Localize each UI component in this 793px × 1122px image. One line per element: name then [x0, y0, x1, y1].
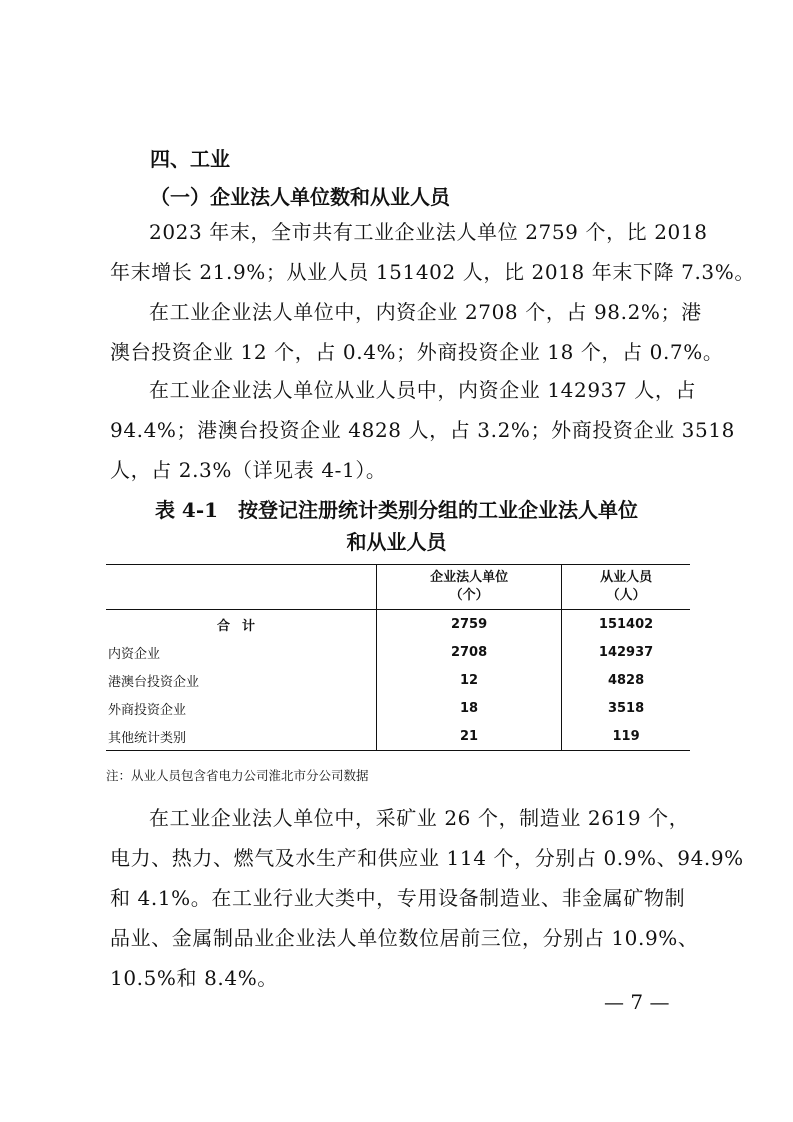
row-units: 2708 [377, 638, 562, 666]
row-label: 港澳台投资企业 [108, 674, 200, 690]
table-row [106, 694, 690, 722]
paragraph-line: 94.4%；港澳台投资企业 4828 人，占 3.2%；外商投资企业 3518 [110, 418, 735, 442]
page-number: — 7 — [604, 990, 670, 1014]
header-blank-cell [106, 565, 377, 610]
row-label: 内资企业 [108, 646, 161, 662]
row-units: 2759 [377, 610, 562, 639]
paragraph-line: 年末增长 21.9%；从业人员 151402 人，比 2018 年末下降 7.3%。 [110, 260, 755, 284]
table-title-line-2: 和从业人员 [346, 530, 447, 554]
paragraph-line: 人，占 2.3%（详见表 4-1）。 [110, 458, 387, 482]
table-row [106, 666, 690, 694]
paragraph-line: 10.5%和 8.4%。 [110, 966, 278, 990]
header-employees-unit: （人） [606, 588, 646, 603]
paragraph-line: 品业、金属制品业企业法人单位数位居前三位，分别占 10.9%、 [110, 926, 699, 950]
header-employees [562, 565, 690, 610]
row-units: 21 [377, 722, 562, 751]
paragraph-line: 在工业企业法人单位从业人员中，内资企业 142937 人，占 [149, 378, 697, 402]
table-title-line-1: 表 4-1 按登记注册统计类别分组的工业企业法人单位 [154, 498, 639, 522]
row-units: 12 [377, 666, 562, 694]
header-employees-label: 从业人员 [600, 570, 653, 585]
header-units [377, 565, 562, 610]
table-title [100, 494, 693, 558]
table-footnote: 注：从业人员包含省电力公司淮北市分公司数据 [106, 768, 369, 783]
row-units: 18 [377, 694, 562, 722]
row-employees: 142937 [562, 638, 690, 666]
table-row [106, 722, 690, 751]
row-label: 合计 [216, 618, 267, 634]
row-employees: 4828 [562, 666, 690, 694]
data-table-container [106, 564, 690, 751]
paragraph-1 [110, 212, 755, 292]
row-employees: 119 [562, 722, 690, 751]
paragraph-3 [110, 370, 735, 490]
paragraph-line: 电力、热力、燃气及水生产和供应业 114 个，分别占 0.9%、94.9% [110, 846, 744, 870]
paragraph-4 [110, 798, 744, 998]
table-row-total [106, 610, 690, 639]
row-employees: 3518 [562, 694, 690, 722]
paragraph-line: 澳台投资企业 12 个，占 0.4%；外商投资企业 18 个，占 0.7%。 [110, 340, 724, 364]
header-units-label: 企业法人单位 [430, 570, 509, 585]
data-table [106, 564, 690, 751]
paragraph-line: 和 4.1%。在工业行业大类中，专用设备制造业、非金属矿物制 [110, 886, 686, 910]
row-employees: 151402 [562, 610, 690, 639]
paragraph-2 [110, 292, 724, 372]
paragraph-line: 在工业企业法人单位中，内资企业 2708 个，占 98.2%；港 [149, 300, 702, 324]
paragraph-line: 在工业企业法人单位中，采矿业 26 个，制造业 2619 个， [149, 806, 690, 830]
subsection-heading: （一）企业法人单位数和从业人员 [150, 185, 450, 209]
paragraph-line: 2023 年末，全市共有工业企业法人单位 2759 个，比 2018 [149, 220, 708, 244]
section-heading: 四、工业 [150, 147, 230, 171]
row-label: 外商投资企业 [108, 702, 187, 718]
table-row [106, 638, 690, 666]
table-header-row [106, 565, 690, 610]
header-units-unit: （个） [449, 588, 489, 603]
row-label: 其他统计类别 [106, 722, 377, 751]
